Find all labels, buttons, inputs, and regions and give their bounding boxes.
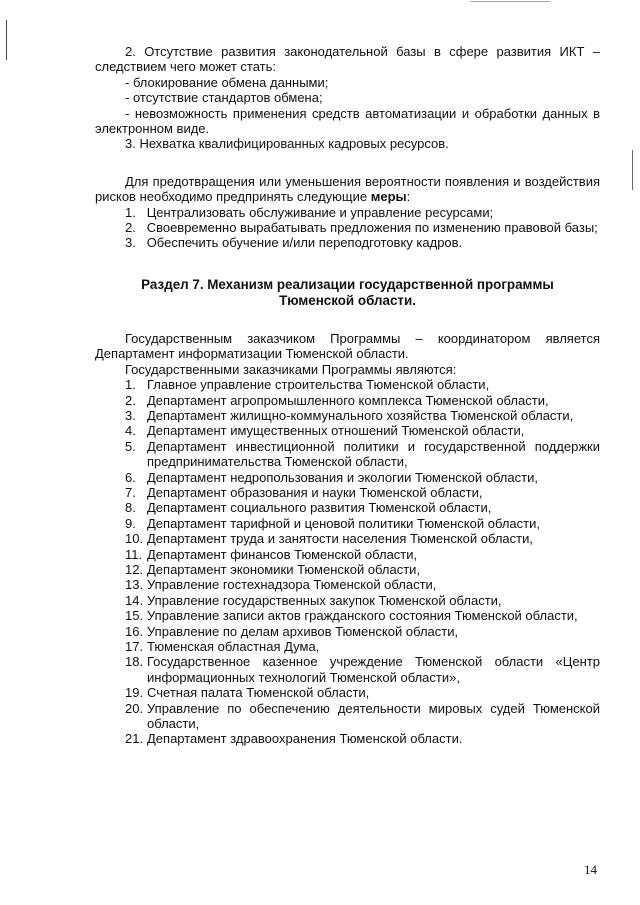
list-item: 7. Департамент образования и науки Тюменской области,	[125, 484, 483, 500]
list-item: 9. Департамент тарифной и ценовой политики Тюменской области,	[125, 515, 540, 531]
list-item: 13. Управление гостехнадзора Тюменской области,	[125, 577, 437, 593]
list-item: 19. Счетная палата Тюменской области,	[125, 685, 370, 701]
list-item: 17. Тюменская областная Дума,	[125, 639, 320, 654]
page-number: 14	[584, 862, 597, 877]
measure-item: 3. Обеспечить обучение и/или переподготовку кадров.	[125, 235, 463, 251]
measure-item: 2. Своевременно вырабатывать предложения по изменению правовой базы;	[125, 220, 598, 236]
risk-item-2: 2. Отсутствие развития законодательной базы в сфере развития ИКТ – следствием чего может стать:	[95, 44, 600, 75]
measures-intro	[95, 174, 600, 205]
customers-intro: Государственными заказчиками Программы являются:	[125, 361, 457, 377]
document-body	[95, 44, 600, 747]
list-item: 10. Департамент труда и занятости населения Тюменской области,	[125, 531, 533, 547]
list-item: 5. Департамент инвестиционной политики и государственной поддержки предпринимательства Тюменской области,	[125, 438, 600, 470]
list-item: 15. Управление записи актов гражданского состояния Тюменской области,	[125, 608, 578, 624]
list-item: 21. Департамент здравоохранения Тюменской области.	[125, 731, 463, 747]
scan-edge-mark	[632, 150, 633, 190]
measures-colon: :	[406, 189, 411, 205]
coordinator-paragraph: Государственным заказчиком Программы – координатором является Департамент информатизации Тюменской области.	[95, 330, 600, 362]
list-item: 1. Главное управление строительства Тюменской области,	[125, 377, 490, 393]
list-item: 6. Департамент недропользования и экологии Тюменской области,	[125, 469, 538, 485]
list-item: 12. Департамент экономики Тюменской области,	[125, 561, 421, 577]
scan-edge-mark	[470, 1, 550, 2]
section-heading: Раздел 7. Механизм реализации государственной программы	[141, 276, 554, 292]
list-item: 16. Управление по делам архивов Тюменской области,	[125, 623, 459, 639]
measures-intro-text: Для предотвращения или уменьшения вероятности появления и воздействия рисков необходимо предпринять следующие	[95, 173, 600, 205]
scan-edge-mark	[6, 20, 7, 60]
list-item: 2. Департамент агропромышленного комплекса Тюменской области,	[125, 392, 549, 408]
risk-subitem: - отсутствие стандартов обмена;	[125, 90, 323, 106]
list-item: 14. Управление государственных закупок Тюменской области,	[125, 592, 502, 608]
risk-subitem: - блокирование обмена данными;	[125, 74, 329, 90]
list-item: 11. Департамент финансов Тюменской области,	[125, 546, 418, 562]
list-item: 20. Управление по обеспечению деятельности мировых судей Тюменской области,	[125, 700, 600, 732]
list-item: 3. Департамент жилищно-коммунального хозяйства Тюменской области,	[125, 407, 574, 423]
section-heading: Тюменской области.	[279, 292, 416, 308]
list-item: 8. Департамент социального развития Тюменской области,	[125, 500, 492, 516]
customers-list	[95, 377, 600, 747]
risk-subitem: - невозможность применения средств автоматизации и обработки данных в электронном виде.	[95, 105, 600, 137]
list-item: 18. Государственное казенное учреждение Тюменской области «Центр информационных технологий Тюменской области»,	[125, 654, 600, 685]
list-item: 4. Департамент имущественных отношений Тюменской области,	[125, 423, 525, 439]
measures-word: меры	[370, 189, 407, 205]
measure-item: 1. Централизовать обслуживание и управление ресурсами;	[125, 204, 494, 220]
risk-item-3: 3. Нехватка квалифицированных кадровых ресурсов.	[125, 136, 449, 152]
